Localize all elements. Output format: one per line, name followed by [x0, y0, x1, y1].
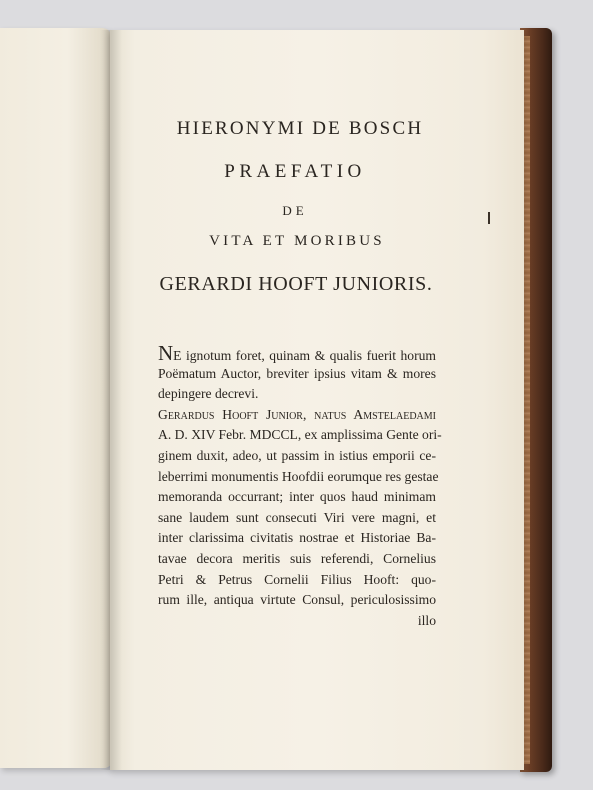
vita-heading: VITA ET MORIBUS	[209, 233, 385, 249]
text-line: A. D. XIV Febr. MDCCL, ex amplissima Gente ori-	[158, 427, 442, 443]
drop-cap: N	[158, 341, 174, 365]
text-line: NE ignotum foret, quinam & qualis fuerit horum	[158, 341, 436, 365]
text-line: tavae decora meritis suis referendi, Cornelius	[158, 550, 436, 566]
text-line: illo	[417, 612, 436, 628]
text-line: ginem duxit, adeo, ut passim in istius emporii ce-	[158, 447, 436, 463]
text-line: memoranda occurrant; inter quos haud minimam	[158, 489, 436, 505]
margin-mark	[488, 212, 490, 224]
text-line: Gerardus Hooft Junior, natus Amstelaedami	[158, 406, 436, 422]
de-heading: DE	[282, 203, 308, 218]
text-line: depingere decrevi.	[158, 386, 259, 402]
text-line: Petri & Petrus Cornelii Filius Hooft: quo-	[158, 571, 436, 587]
text-line: Poëmatum Auctor, breviter ipsius vitam & mores	[158, 365, 436, 381]
praefatio-heading: PRAEFATIO	[224, 161, 366, 182]
subject-heading: GERARDI HOOFT JUNIORIS.	[159, 273, 433, 295]
text-line: leberrimi monumentis Hoofdii eorumque res gestae	[158, 468, 439, 484]
gutter-shadow	[100, 30, 122, 770]
preface-text	[158, 341, 442, 631]
text-line: sane laudem sunt consecuti Viri vere magni, et	[158, 509, 436, 525]
left-page	[0, 28, 112, 768]
text-line: rum ille, antiqua virtute Consul, periculosissimo	[158, 592, 436, 608]
author-heading: HIERONYMI DE BOSCH	[176, 118, 424, 139]
text-line: inter clarissima civitatis nostrae et Historiae Ba-	[158, 530, 436, 546]
